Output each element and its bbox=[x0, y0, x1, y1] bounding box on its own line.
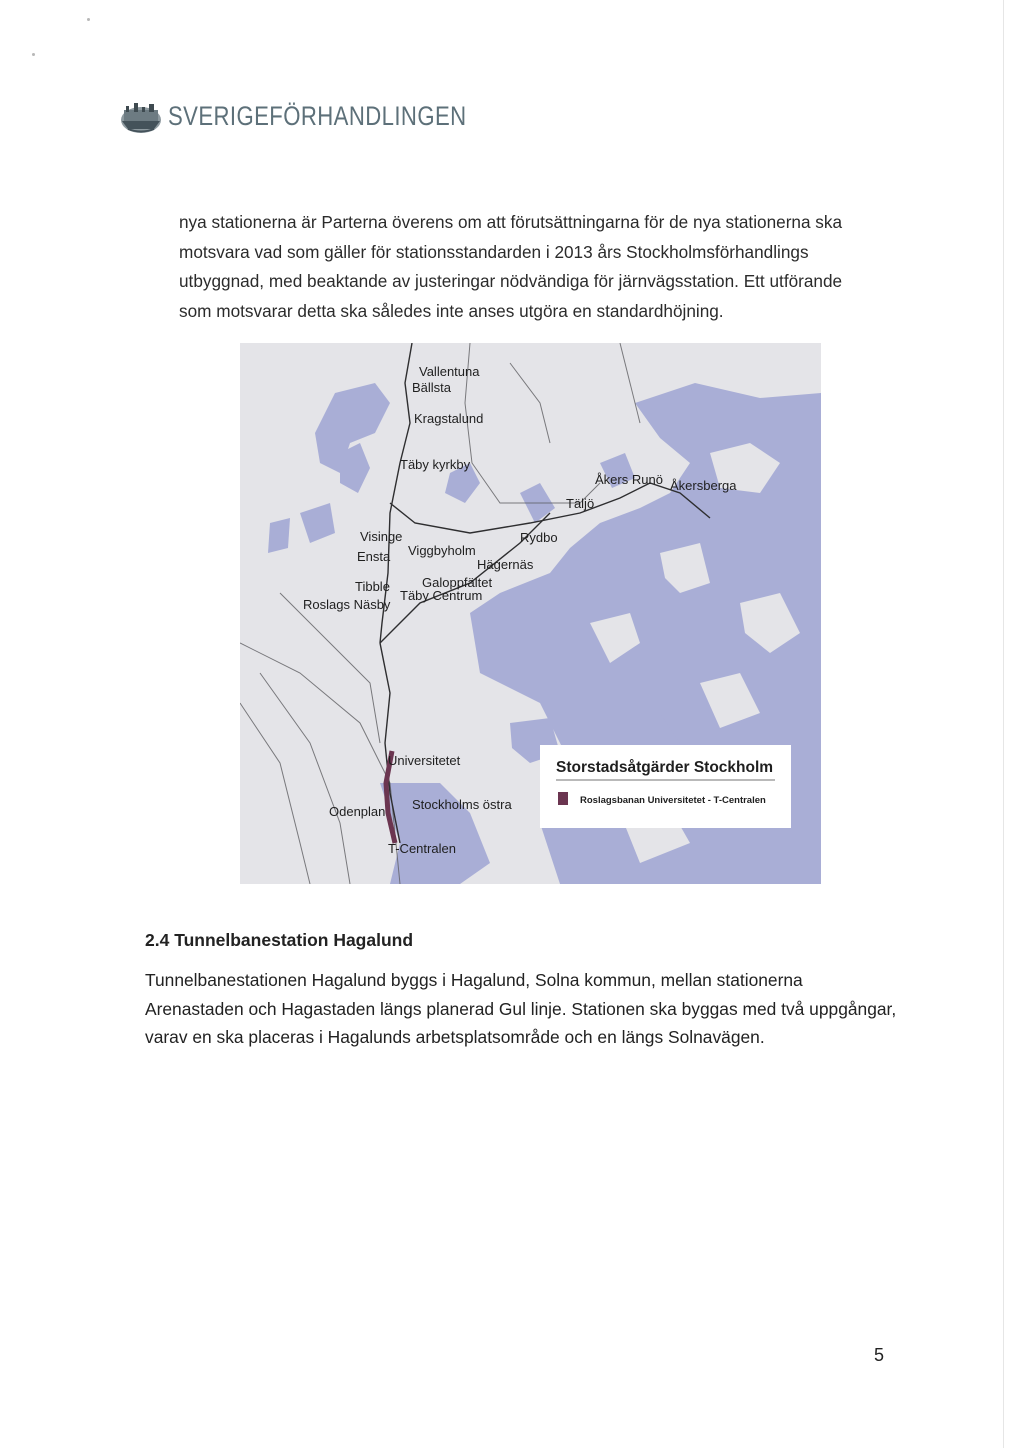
station-label: Täby Centrum bbox=[400, 588, 483, 603]
station-label: Roslags Näsby bbox=[303, 597, 391, 612]
station-label: Galoppfältet bbox=[422, 575, 493, 590]
station-label: Odenplan bbox=[329, 804, 386, 819]
landscape-logo-icon bbox=[118, 96, 164, 136]
legend-title: Storstadsåtgärder Stockholm bbox=[556, 759, 774, 776]
rail-map bbox=[240, 343, 821, 884]
scan-speck bbox=[32, 53, 35, 56]
station-label: Rydbo bbox=[520, 530, 558, 545]
station-label: Vallentuna bbox=[419, 364, 480, 379]
section-body: Tunnelbanestationen Hagalund byggs i Hagalund, Solna kommun, mellan stationerna Arenastaden och Hagastaden längs planerad Gul linje. Stationen ska byggas med två uppgångar, varav en ska placeras i Hagalunds arbetsplatsområde och en längs Solnavägen. bbox=[145, 970, 897, 1047]
legend-item-label: Roslagsbanan Universitetet - T-Centralen bbox=[580, 795, 766, 806]
station-label: Bällsta bbox=[412, 380, 452, 395]
station-label: Ensta bbox=[357, 549, 391, 564]
station-label: Åkers Runö bbox=[595, 472, 663, 487]
station-label: Tibble bbox=[355, 579, 390, 594]
station-label: Åkersberga bbox=[670, 478, 737, 493]
station-label: Kragstalund bbox=[414, 411, 484, 426]
legend-swatch bbox=[558, 792, 568, 805]
station-label: Hägernäs bbox=[477, 557, 534, 572]
station-label: Viggbyholm bbox=[408, 543, 476, 558]
page-number: 5 bbox=[874, 1345, 885, 1365]
station-label: Visinge bbox=[360, 529, 403, 544]
station-label: T-Centralen bbox=[388, 841, 456, 856]
station-label: Stockholms östra bbox=[412, 797, 512, 812]
map-legend bbox=[540, 745, 791, 828]
station-label: Täljö bbox=[566, 496, 595, 511]
section-heading: 2.4 Tunnelbanestation Hagalund bbox=[145, 930, 414, 950]
brand-name: SVERIGEFÖRHANDLINGEN bbox=[168, 100, 467, 131]
page-header bbox=[118, 96, 532, 136]
station-label: Täby kyrkby bbox=[400, 457, 471, 472]
scan-speck bbox=[87, 18, 90, 21]
station-label: Universitetet bbox=[388, 753, 461, 768]
page-edge-line bbox=[1003, 0, 1004, 1448]
intro-paragraph: nya stationerna är Parterna överens om att förutsättningarna för de nya stationerna ska motsvara vad som gäller för stationsstandarden i 2013 års Stockholmsförhandlings utbyggnad, med beaktande av justeringar nödvändiga för järnvägsstation. Ett utförande som motsvarar detta ska således inte anses utgöra en standardhöjning. bbox=[179, 212, 843, 321]
